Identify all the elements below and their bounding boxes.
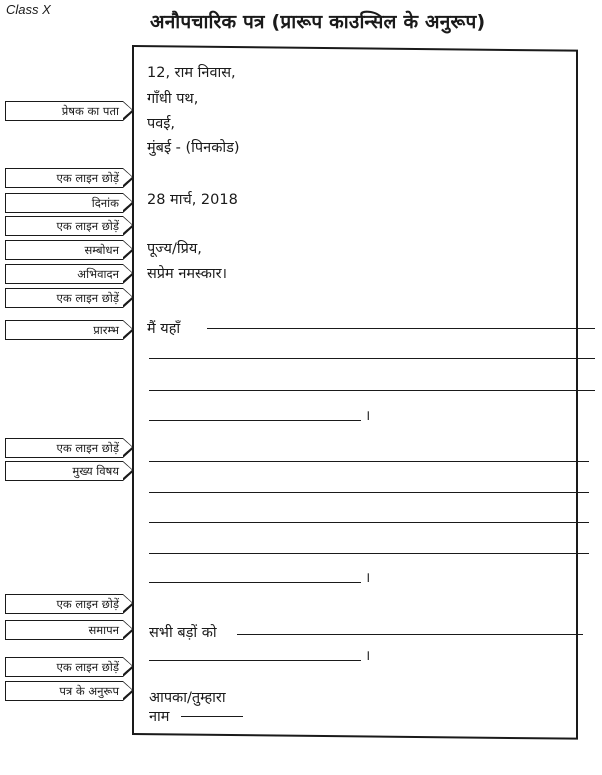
writing-line [149, 522, 589, 523]
writing-line [149, 420, 361, 421]
writing-line [149, 553, 589, 554]
name-label: नाम [149, 709, 170, 725]
tag-closing: समापन [5, 620, 123, 640]
tag-leave-line-4: एक लाइन छोड़ें [5, 438, 123, 458]
address-line-3: पवई, [147, 116, 176, 132]
writing-line [149, 492, 589, 493]
tag-greeting: अभिवादन [5, 264, 123, 284]
tag-leave-line-5: एक लाइन छोड़ें [5, 594, 123, 614]
letter-date: 28 मार्च, 2018 [147, 192, 238, 208]
tag-date: दिनांक [5, 193, 123, 213]
tag-leave-line-6: एक लाइन छोड़ें [5, 657, 123, 677]
signoff-text: आपका/तुम्हारा [149, 690, 226, 706]
letter-greeting: सप्रेम नमस्कार। [147, 266, 228, 282]
writing-line [149, 582, 361, 583]
tag-leave-line-3: एक लाइन छोड़ें [5, 288, 123, 308]
tag-sender-address: प्रेषक का पता [5, 101, 123, 121]
writing-line [149, 461, 589, 462]
tag-opening: प्रारम्भ [5, 320, 123, 340]
tag-leave-line-2: एक लाइन छोड़ें [5, 216, 123, 236]
writing-line [237, 634, 583, 635]
tag-salutation: सम्बोधन [5, 240, 123, 260]
letter-salutation: पूज्य/प्रिय, [147, 241, 202, 257]
writing-line [149, 358, 595, 359]
page-title: अनौपचारिक पत्र (प्रारूप काउन्सिल के अनुरूप) [150, 11, 486, 33]
full-stop: । [365, 408, 371, 424]
address-line-4: मुंबई - (पिनकोड) [147, 140, 240, 156]
closing-text: सभी बड़ों को [149, 625, 217, 641]
writing-line [149, 660, 361, 661]
tag-leave-line-1: एक लाइन छोड़ें [5, 168, 123, 188]
address-line-2: गाँधी पथ, [147, 91, 199, 107]
tag-main-topic: मुख्य विषय [5, 461, 123, 481]
writing-line [207, 328, 595, 329]
full-stop: । [365, 570, 371, 586]
class-label: Class X [6, 2, 51, 17]
tag-as-per-letter: पत्र के अनुरूप [5, 681, 123, 701]
address-line-1: 12, राम निवास, [147, 65, 236, 81]
opening-text: मैं यहाँ [147, 321, 181, 337]
full-stop: । [365, 648, 371, 664]
writing-line [149, 390, 595, 391]
name-line [181, 716, 243, 717]
